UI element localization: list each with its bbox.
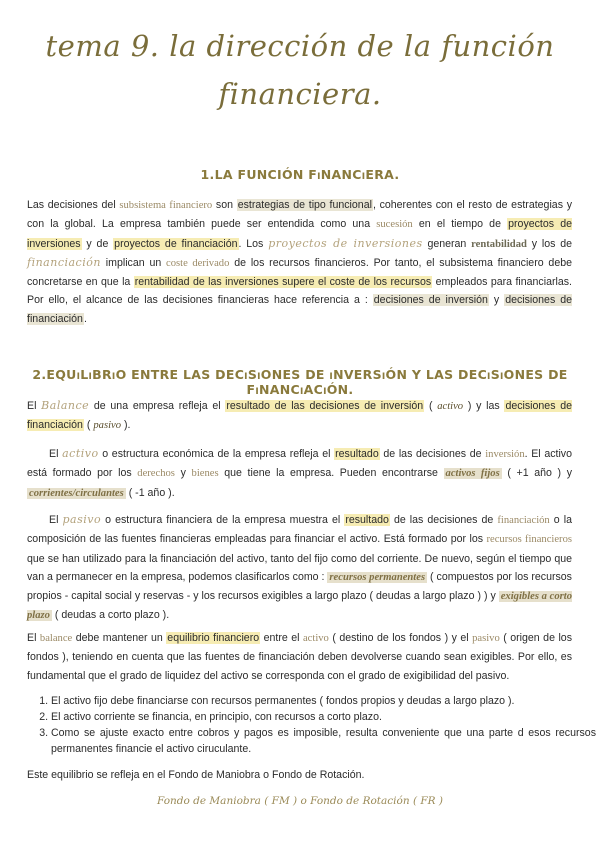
term-rentabilidad: rentabilidad [471,238,527,250]
text: y [488,294,505,307]
term-subsistema: subsistema financiero [119,200,213,211]
text: de los recursos financieros. Por tanto, el subsistema financiero debe concretarse en que la [27,256,572,289]
text: entre el [260,632,303,644]
text: , coherentes con el resto de estrategias y con la global. La empresa también puede ser entendida como una [27,199,572,231]
section-2-paragraph-1 [27,397,572,436]
section-1-paragraph [27,196,572,328]
italic-term: pasivo [93,420,122,432]
numbered-list [27,694,596,758]
term: bienes [191,468,219,480]
text: . El activo está formado por los [27,448,572,480]
term: recursos financieros [486,534,572,546]
text: ( [424,400,438,412]
term: activo [302,633,329,644]
text: de una empresa refleja el [89,400,226,412]
highlight: proyectos de inversiones [27,218,573,250]
text: son [212,199,237,211]
text: de las decisiones de [379,448,486,460]
italic-highlight: corrientes/circulantes [29,487,124,499]
list-item: 3. Como se ajuste exacto entre cobros y pagos es imposible, resulta conveniente que una parte d esos recursos permanentes financie el activo ciruculante. [51,726,596,757]
cursive-term: proyectos de inversiones [268,236,423,250]
highlight: estrategias de tipo funcional [237,199,372,211]
highlight: resultado de las decisiones de inversión [226,400,424,412]
italic-highlight: activos fijos [445,468,500,480]
text: ( deudas a corto plazo ). [51,609,170,622]
text: y [174,467,192,480]
text: ) y las [463,400,505,412]
text: en el tiempo de [412,218,508,231]
italic-highlight: exigibles a corto plazo [27,591,572,622]
text: implican un [100,256,167,269]
section-2-paragraph-4 [27,629,572,685]
term-coste: coste derivado [166,257,230,269]
section-2-heading: 2.EQUiLiBRiO ENTRE LAS DECiSiONES DE iNVERSiÓN Y LAS DECiSiONES DE FiNANCiACiÓN. [32,367,568,397]
italic-highlight: recursos permanentes [329,571,426,583]
list-item: 1. El activo fijo debe financiarse con recursos permanentes ( fondos propios y deudas a largo plazo ). [51,694,596,710]
footer-note: Fondo de Maniobra ( FM ) o Fondo de Rotación ( FR ) [156,795,444,807]
cursive-term: pasivo [62,513,102,526]
text: debe mantener un [72,632,167,644]
text: El [49,448,63,460]
title-line-1: tema 9. la dirección de la función [45,29,555,63]
section-2-paragraph-2 [27,445,572,503]
text: o estructura financiera de la empresa muestra el [101,514,345,526]
page-title [40,22,560,118]
text: El [27,632,40,644]
text: o estructura económica de la empresa refleja el [98,448,335,460]
highlight: decisiones de inversión [373,294,488,307]
section-1-heading: 1.LA FUNCIÓN FiNANCiERA. [200,167,400,182]
text: de las decisiones de [389,514,498,526]
highlight: resultado [345,514,389,526]
text: ( -1 año ). [125,486,175,499]
italic-term: activo [437,401,464,412]
highlight: decisiones de financiación [27,294,572,325]
term: inversión [485,449,525,460]
text: empleados para financiarlas. Por ello, el alcance de las decisiones financieras hace referencia a : [27,276,572,307]
highlight: rentabilidad de las inversiones supere el coste de los recursos [134,276,432,289]
text: ( origen de los fondos ), teniendo en cuenta que las fuentes de financiación deben devolverse cuando sean exigibles. Por ello, es fundamental que el grado de liquidez del activo se corresponda con el grado de exigibilidad del pasivo. [27,632,572,682]
text: El [27,400,42,412]
list-item: 2. El activo corriente se financia, en principio, con recursos a corto plazo. [51,710,596,726]
cursive-term: financiación [27,255,101,269]
cursive-term: activo [62,447,99,460]
cursive-term: Balance [41,399,90,412]
text: . [83,312,87,325]
text: ). [121,419,131,432]
text: ( [83,419,94,432]
text: ( destino de los fondos ) y el [328,632,473,644]
text: Las decisiones del [27,199,120,211]
highlight: equilibrio financiero [167,632,260,644]
term: pasivo [472,633,500,644]
text: . Los [238,237,269,250]
highlight: proyectos de financiación [114,237,238,250]
text: que se han utilizado para la financiación del activo, tanto del fijo como del corriente. De nuevo, según el tiempo que van a permanecer en la empresa, podemos clasificarlos como : [27,552,572,583]
text: o la composición de las fuentes financieras empleadas para financiar el activo. Está formado por los [27,514,572,546]
title-line-2: financiera. [218,77,382,111]
text: y los de [526,237,572,250]
text: que tiene la empresa. Pueden encontrarse [218,467,444,480]
term: derechos [137,468,175,480]
section-2-paragraph-3 [27,511,572,626]
text: ( +1 año ) y [501,467,573,480]
term: financiación [497,515,550,526]
highlight: decisiones de financiación [27,400,573,432]
highlight: resultado [335,448,379,460]
text: ( compuestos por los recursos propios - capital social y reservas - y los recursos exigibles a largo plazo ( deudas a largo plazo ) ) y [27,570,572,603]
section-2-paragraph-5: Este equilibrio se refleja en el Fondo de Maniobra o Fondo de Rotación. [27,769,365,781]
term: balance [39,633,73,644]
text: generan [422,237,472,250]
term-sucesion: sucesión [376,219,413,231]
text: El [49,514,63,526]
text: y de [81,237,114,250]
